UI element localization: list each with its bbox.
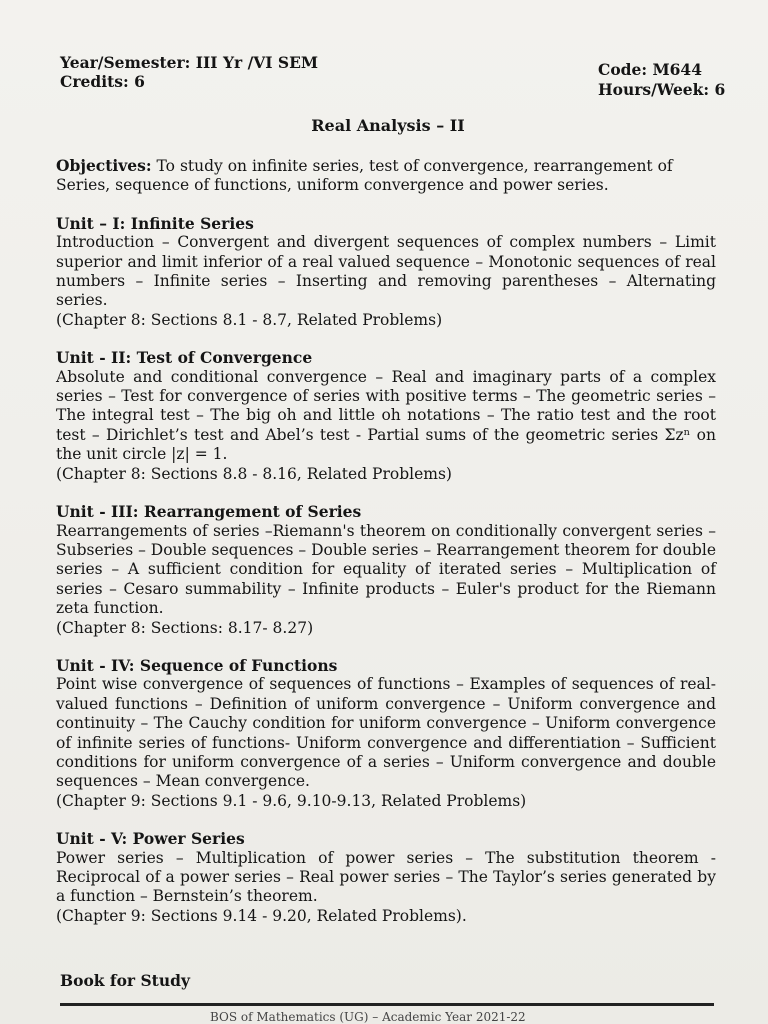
unit-1 [56,214,716,330]
unit-chapter-ref: (Chapter 8: Sections 8.1 - 8.7, Related Problems) [56,310,443,329]
syllabus-body [56,156,716,926]
footer-divider [60,1003,714,1006]
header-left [60,53,318,91]
hours-per-week: Hours/Week: 6 [598,80,726,99]
unit-chapter-ref: (Chapter 9: Sections 9.1 - 9.6, 9.10-9.13, Related Problems) [56,791,527,810]
unit-chapter-ref: (Chapter 8: Sections 8.8 - 8.16, Related Problems) [56,464,452,483]
year-semester: Year/Semester: III Yr /VI SEM [60,53,319,72]
unit-content: Introduction – Convergent and divergent sequences of complex numbers – Limit superior and limit inferior of a real valued sequence – Monotonic sequences of real numbers – Infinite series – Inserting and removing parentheses – Alternating series. [56,233,716,310]
objectives-label: Objectives: [56,156,152,175]
unit-title: Unit - V: Power Series [56,829,245,849]
unit-title: Unit - II: Test of Convergence [56,348,313,368]
unit-chapter-ref: (Chapter 9: Sections 9.14 - 9.20, Related Problems). [56,906,467,925]
unit-content: Point wise convergence of sequences of functions – Examples of sequences of real-valued functions – Definition of uniform convergence – Uniform convergence and continuity – The Cauchy condition for uniform convergence – Uniform convergence of infinite series of functions- Uniform convergence and differentiation – Sufficient conditions for uniform convergence of a series – Uniform convergence and double sequences – Mean convergence. [56,675,716,791]
unit-chapter-ref: (Chapter 8: Sections: 8.17- 8.27) [56,618,314,637]
unit-4 [56,656,716,811]
unit-title: Unit - III: Rearrangement of Series [56,502,362,522]
unit-title: Unit – I: Infinite Series [56,213,254,233]
header-right [598,60,725,100]
unit-content: Power series – Multiplication of power series – The substitution theorem - Reciprocal of a power series – Real power series – The Taylor’s series generated by a function – Bernstein’s theorem. [56,848,716,906]
unit-3 [56,502,716,638]
objectives-text: To study on infinite series, test of convergence, rearrangement of Series, sequence of functions, uniform convergence and power series. [56,157,673,195]
unit-content: Rearrangements of series –Riemann's theorem on conditionally convergent series – Subseries – Double sequences – Double series – Rearrangement theorem for double series – A sufficient condition for equality of iterated series – Multiplication of series – Cesaro summability – Infinite products – Euler's product for the Riemann zeta function. [56,521,716,618]
course-title: Real Analysis – II [311,116,465,135]
unit-content: Absolute and conditional convergence – Real and imaginary parts of a complex series – Test for convergence of series with positive terms – The geometric series – The integral test – The big oh and little oh notations – The ratio test and the root test – Dirichlet’s test and Abel’s test - Partial sums of the geometric series Σzⁿ on the unit circle |z| = 1. [56,367,716,464]
credits: Credits: 6 [60,72,145,91]
unit-2 [56,348,716,484]
book-for-study-heading: Book for Study [60,971,190,990]
unit-5 [56,829,716,926]
footer-text: BOS of Mathematics (UG) – Academic Year 2021-22 [210,1010,526,1024]
unit-title: Unit - IV: Sequence of Functions [56,655,338,675]
course-code: Code: M644 [598,60,703,79]
objectives [56,156,716,196]
